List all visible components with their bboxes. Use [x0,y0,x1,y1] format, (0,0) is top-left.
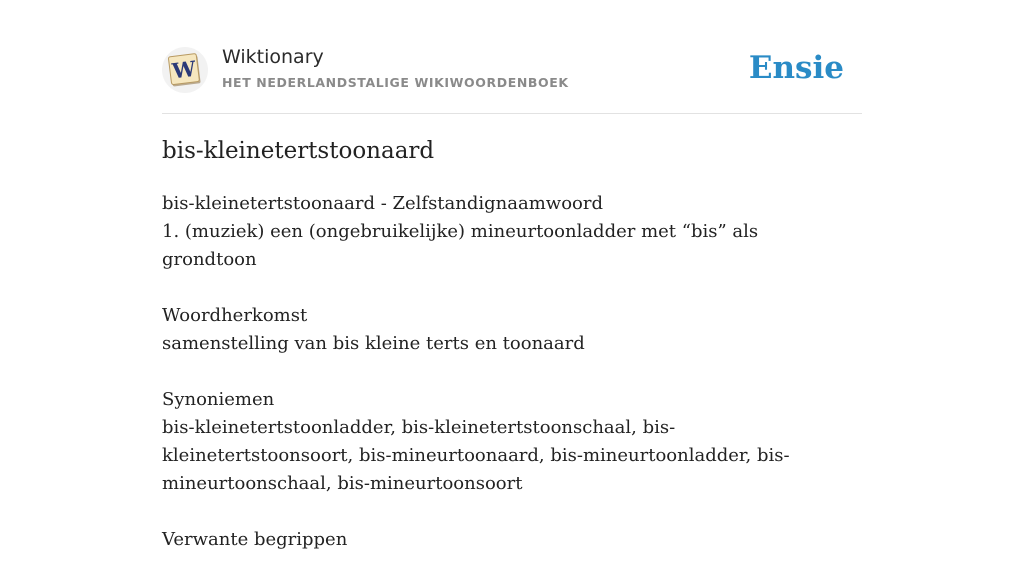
site-header [162,0,862,114]
etymology-heading: Woordherkomst [162,305,308,326]
site-name[interactable]: Wiktionary [222,46,324,68]
wiktionary-w-icon [162,47,208,93]
ensie-brand-link[interactable]: Ensie [748,50,844,86]
etymology-text: samenstelling van bis kleine terts en toonaard [162,333,585,354]
entry-card [162,0,862,550]
entry-content [162,190,852,582]
page-title: bis-kleinetertstoonaard [162,138,435,164]
synonyms-text: bis-kleinetertstoonladder, bis-kleinetertstoonschaal, bis-kleinetertstoonsoort, bis-mineurtoonaard, bis-mineurtoonladder, bis-mineurtoonschaal, bis-mineurtoonsoort [162,417,790,494]
svg-text:W: W [170,55,198,84]
synonyms-section [162,386,852,498]
wiktionary-logo-icon[interactable] [162,47,208,93]
related-heading: Verwante begrippen [162,529,348,550]
related-section [162,526,852,554]
etymology-section [162,302,852,358]
definition-text: 1. (muziek) een (ongebruikelijke) mineurtoonladder met “bis” als grondtoon [162,221,759,270]
site-tagline: HET NEDERLANDSTALIGE WIKIWOORDENBOEK [222,75,569,90]
definition-block [162,190,852,274]
synonyms-heading: Synoniemen [162,389,275,410]
headword-line: bis-kleinetertstoonaard - Zelfstandignaamwoord [162,193,603,214]
